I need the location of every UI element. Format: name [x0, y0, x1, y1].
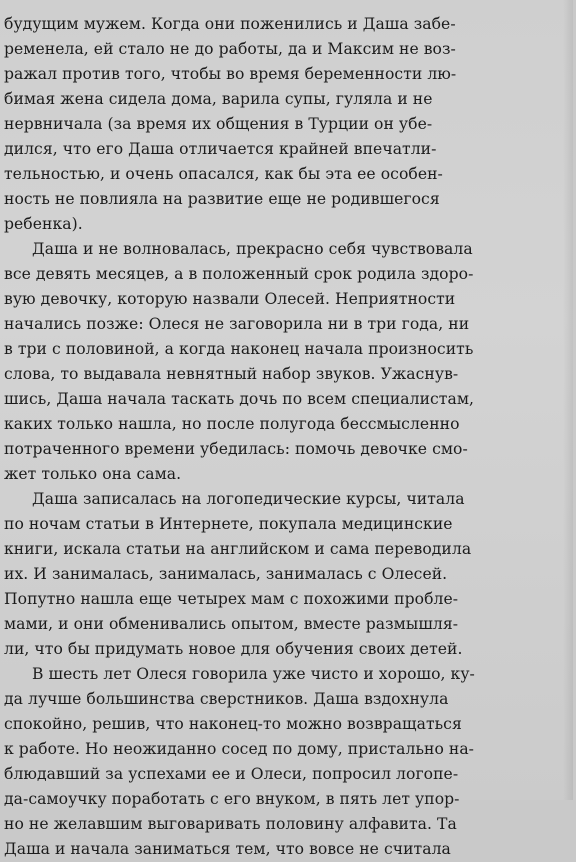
paragraph	[4, 237, 576, 487]
text-line: нервничала (за время их общения в Турции он убе-	[4, 115, 433, 133]
text-line: ребенка).	[4, 215, 83, 233]
text-line: Даша записалась на логопедические курсы, читала	[32, 490, 465, 508]
text-line: дился, что его Даша отличается крайней впечатли-	[4, 140, 437, 158]
text-line: в три с половиной, а когда наконец начала произносить	[4, 340, 474, 358]
text-line: но не желавшим выговаривать половину алфавита. Та	[4, 815, 457, 833]
text-line: мами, и они обменивались опытом, вместе размышля-	[4, 615, 459, 633]
text-line: ременела, ей стало не до работы, да и Максим не воз-	[4, 40, 456, 58]
text-line: будущим мужем. Когда они поженились и Даша забе-	[4, 15, 456, 33]
text-line: их. И занималась, занималась, занималась с Олесей.	[4, 565, 448, 583]
text-line: потраченного времени убедилась: помочь девочке смо-	[4, 440, 468, 458]
paragraph	[4, 12, 576, 237]
text-line: каких только нашла, но после полугода бессмысленно	[4, 415, 460, 433]
text-line: В шесть лет Олеся говорила уже чисто и хорошо, ку-	[32, 665, 475, 683]
paragraph	[4, 662, 576, 862]
text-line: Даша и не волновалась, прекрасно себя чувствовала	[32, 240, 473, 258]
paragraph	[4, 487, 576, 662]
text-line: шись, Даша начала таскать дочь по всем специалистам,	[4, 390, 475, 408]
text-line: спокойно, решив, что наконец-то можно возвращаться	[4, 715, 462, 733]
page-edge-shadow	[563, 0, 573, 800]
text-line: ность не повлияла на развитие еще не родившегося	[4, 190, 440, 208]
text-line: тельностью, и очень опасался, как бы эта ее особен-	[4, 165, 443, 183]
text-line: вую девочку, которую назвали Олесей. Неприятности	[4, 290, 456, 308]
text-line: Попутно нашла еще четырех мам с похожими пробле-	[4, 590, 459, 608]
text-line: да-самоучку поработать с его внуком, в пять лет упор-	[4, 790, 460, 808]
text-line: все девять месяцев, а в положенный срок родила здоро-	[4, 265, 474, 283]
text-line: да лучше большинства сверстников. Даша вздохнула	[4, 690, 449, 708]
text-line: ли, что бы придумать новое для обучения своих детей.	[4, 640, 463, 658]
page-text	[4, 12, 576, 862]
text-line: Даша и начала заниматься тем, что вовсе не считала	[4, 840, 451, 858]
page-header-fragment	[245, 0, 265, 6]
text-line: слова, то выдавала невнятный набор звуков. Ужаснув-	[4, 365, 459, 383]
text-line: по ночам статьи в Интернете, покупала медицинские	[4, 515, 453, 533]
text-line: книги, искала статьи на английском и сама переводила	[4, 540, 472, 558]
text-line: к работе. Но неожиданно сосед по дому, пристально на-	[4, 740, 475, 758]
text-line: бимая жена сидела дома, варила супы, гуляла и не	[4, 90, 433, 108]
text-line: начались позже: Олеся не заговорила ни в три года, ни	[4, 315, 470, 333]
text-line: блюдавший за успехами ее и Олеси, попросил логопе-	[4, 765, 459, 783]
text-line: ражал против того, чтобы во время беременности лю-	[4, 65, 457, 83]
text-line: жет только она сама.	[4, 465, 182, 483]
